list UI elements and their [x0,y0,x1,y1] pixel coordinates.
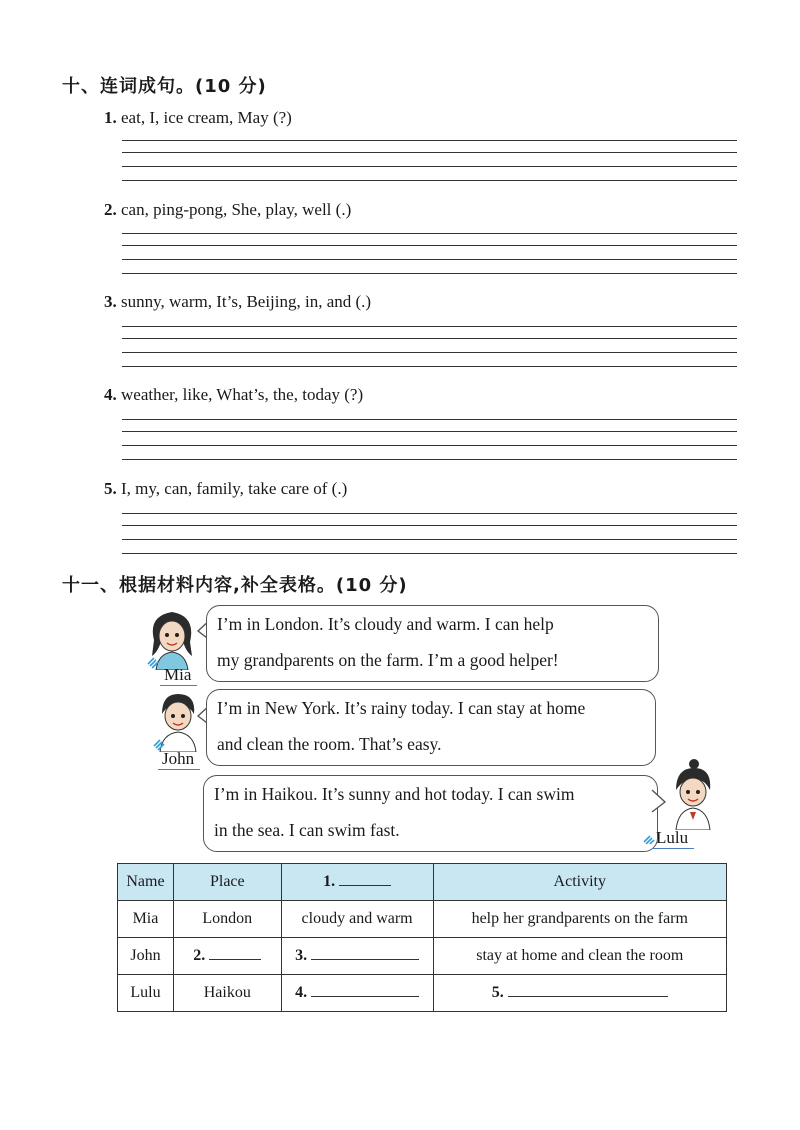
table-row [118,975,727,1012]
cell-blank-2[interactable]: 2. [173,938,281,975]
question-text: eat, I, ice cream, May (?) [121,108,292,127]
question-number: 4. [104,385,117,404]
table-row [118,938,727,975]
question-text: can, ping-pong, She, play, well (.) [121,200,352,219]
question-3 [104,292,371,312]
cell-name: Mia [118,901,174,938]
question-text: sunny, warm, It’s, Beijing, in, and (.) [121,292,372,311]
table-row [118,901,727,938]
lulu-bubble-line-2: in the sea. I can swim fast. [214,820,400,840]
question-1 [104,108,292,128]
question-5 [104,479,347,499]
cell-blank-3[interactable]: 3. [281,938,433,975]
cell-weather: cloudy and warm [281,901,433,938]
question-2 [104,200,351,220]
john-speech-bubble [206,689,656,766]
mia-avatar-icon [142,606,202,670]
question-number: 2. [104,200,117,219]
cell-place: Haikou [173,975,281,1012]
mia-bubble-line-2: my grandparents on the farm. I’m a good helper! [217,650,559,670]
section-10-title: 十、连词成句。(10 分) [62,76,267,97]
cell-blank-4[interactable]: 4. [281,975,433,1012]
john-bubble-line-2: and clean the room. That’s easy. [217,734,442,754]
john-bubble-line-1: I’m in New York. It’s rainy today. I can stay at home [217,698,586,718]
lulu-name-label: Lulu [656,828,688,848]
cell-activity: help her grandparents on the farm [433,901,726,938]
header-activity: Activity [433,864,726,901]
mia-speech-bubble [206,605,659,682]
cell-activity: stay at home and clean the room [433,938,726,975]
info-table [117,863,727,1012]
question-4 [104,385,363,405]
mia-name-label: Mia [164,665,191,685]
lulu-avatar-icon [664,756,720,830]
question-text: weather, like, What’s, the, today (?) [121,385,364,404]
header-name: Name [118,864,174,901]
cell-name: Lulu [118,975,174,1012]
john-name-label: John [162,749,194,769]
question-number: 3. [104,292,117,311]
question-number: 5. [104,479,117,498]
mia-bubble-line-1: I’m in London. It’s cloudy and warm. I can help [217,614,554,634]
question-text: I, my, can, family, take care of (.) [121,479,348,498]
header-blank-1[interactable]: 1. [281,864,433,901]
table-header-row [118,864,727,901]
cell-place: London [173,901,281,938]
cell-blank-5[interactable]: 5. [433,975,726,1012]
header-place: Place [173,864,281,901]
question-number: 1. [104,108,117,127]
cell-name: John [118,938,174,975]
section-11-title: 十一、根据材料内容,补全表格。(10 分) [62,575,408,596]
lulu-speech-bubble [203,775,658,852]
lulu-bubble-line-1: I’m in Haikou. It’s sunny and hot today. I can swim [214,784,575,804]
